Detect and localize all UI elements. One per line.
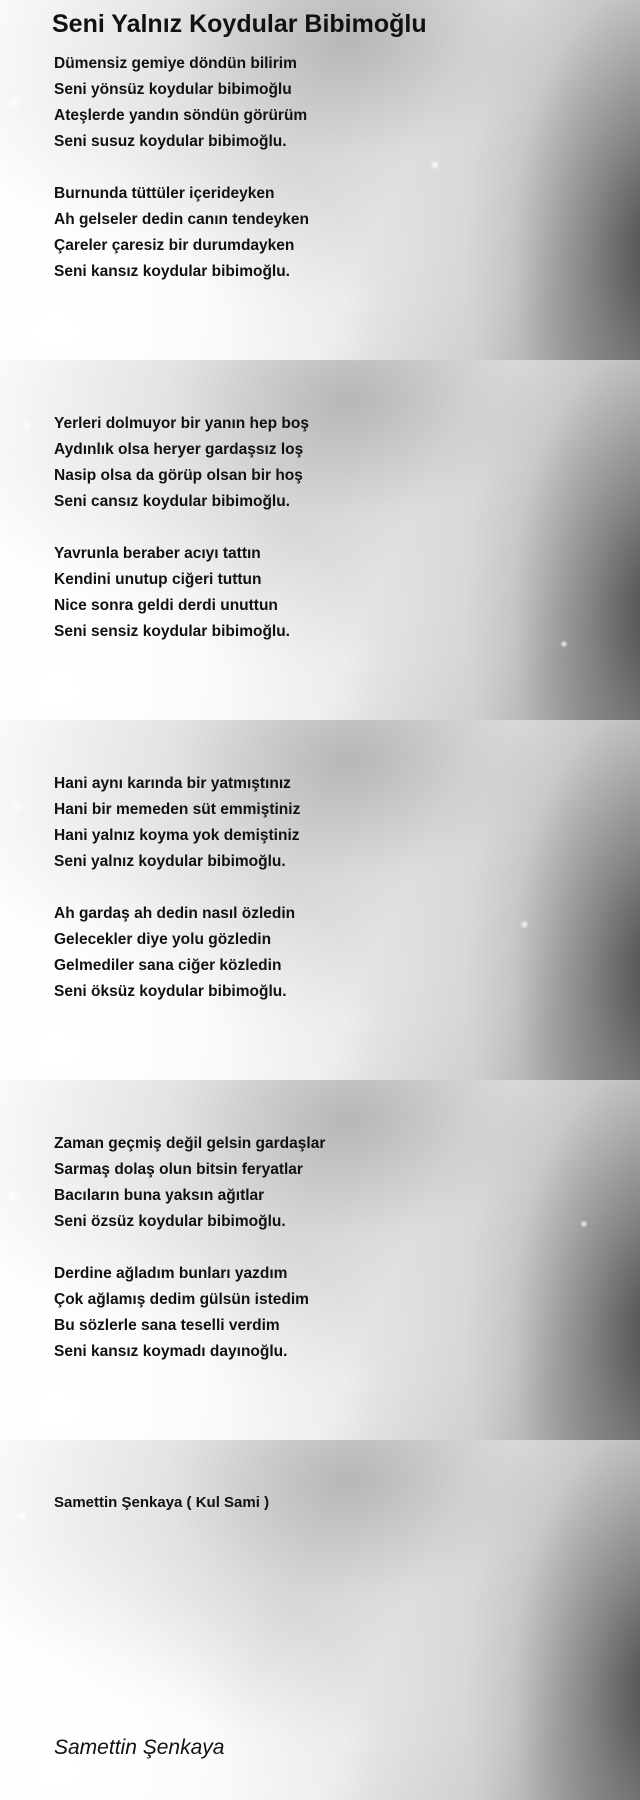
poem-line: Ateşlerde yandın söndün görürüm bbox=[54, 107, 308, 124]
poem-line: Seni kansız koymadı dayınoğlu. bbox=[54, 1343, 288, 1360]
stanza-5 bbox=[54, 771, 300, 875]
sparkle-decoration bbox=[8, 95, 22, 109]
poem-line: Gelecekler diye yolu gözledin bbox=[54, 931, 272, 948]
stanza-3 bbox=[54, 411, 309, 515]
poem-line: Nasip olsa da görüp olsan bir hoş bbox=[54, 467, 303, 484]
poem-line: Bacıların buna yaksın ağıtlar bbox=[54, 1187, 265, 1204]
sparkle-decoration bbox=[580, 1220, 588, 1228]
stanza-8 bbox=[54, 1261, 309, 1365]
poem-line: Kendini unutup ciğeri tuttun bbox=[54, 571, 262, 588]
poem-line: Dümensiz gemiye döndün bilirim bbox=[54, 55, 297, 72]
poem-line: Ah gelseler dedin canın tendeyken bbox=[54, 211, 309, 228]
poem-title: Seni Yalnız Koydular Bibimoğlu bbox=[52, 10, 427, 38]
poem-card-5 bbox=[0, 1440, 640, 1800]
poem-line: Seni yalnız koydular bibimoğlu. bbox=[54, 853, 286, 870]
poem-line: Sarmaş dolaş olun bitsin feryatlar bbox=[54, 1161, 303, 1178]
sparkle-decoration bbox=[20, 420, 32, 432]
stanza-6 bbox=[54, 901, 295, 1005]
poem-line: Derdine ağladım bunları yazdım bbox=[54, 1265, 288, 1282]
poem-line: Seni öksüz koydular bibimoğlu. bbox=[54, 983, 287, 1000]
author-credit: Samettin Şenkaya ( Kul Sami ) bbox=[54, 1494, 270, 1511]
sparkle-decoration bbox=[6, 1190, 19, 1203]
poem-line: Seni kansız koydular bibimoğlu. bbox=[54, 263, 290, 280]
poem-line: Hani aynı karında bir yatmıştınız bbox=[54, 775, 291, 792]
poem-card-3 bbox=[0, 720, 640, 1080]
sparkle-decoration bbox=[520, 920, 529, 929]
poem-card-2 bbox=[0, 360, 640, 720]
poem-line: Çareler çaresiz bir durumdayken bbox=[54, 237, 295, 254]
poem-line: Seni susuz koydular bibimoğlu. bbox=[54, 133, 287, 150]
poem-line: Seni sensiz koydular bibimoğlu. bbox=[54, 623, 290, 640]
sparkle-decoration bbox=[12, 800, 24, 812]
poem-line: Zaman geçmiş değil gelsin gardaşlar bbox=[54, 1135, 326, 1152]
author-signature: Samettin Şenkaya bbox=[54, 1736, 225, 1759]
poem-line: Yerleri dolmuyor bir yanın hep boş bbox=[54, 415, 309, 432]
poem-line: Ah gardaş ah dedin nasıl özledin bbox=[54, 905, 296, 922]
poem-line: Hani yalnız koyma yok demiştiniz bbox=[54, 827, 300, 844]
sparkle-decoration bbox=[430, 160, 440, 170]
poem-line: Seni özsüz koydular bibimoğlu. bbox=[54, 1213, 286, 1230]
poem-card-4 bbox=[0, 1080, 640, 1440]
poem-line: Nice sonra geldi derdi unuttun bbox=[54, 597, 278, 614]
poem-line: Seni yönsüz koydular bibimoğlu bbox=[54, 81, 292, 98]
poem-line: Hani bir memeden süt emmiştiniz bbox=[54, 801, 301, 818]
sparkle-decoration bbox=[560, 640, 568, 648]
poem-line: Seni cansız koydular bibimoğlu. bbox=[54, 493, 290, 510]
stanza-1 bbox=[54, 51, 307, 155]
stanza-7 bbox=[54, 1131, 325, 1235]
poem-line: Bu sözlerle sana teselli verdim bbox=[54, 1317, 280, 1334]
poem-line: Burnunda tüttüler içerideyken bbox=[54, 185, 275, 202]
poem-card-1 bbox=[0, 0, 640, 360]
poem-line: Aydınlık olsa heryer gardaşsız loş bbox=[54, 441, 304, 458]
stanza-4 bbox=[54, 541, 290, 645]
poem-line: Gelmediler sana ciğer közledin bbox=[54, 957, 282, 974]
poem-line: Yavrunla beraber acıyı tattın bbox=[54, 545, 261, 562]
poem-line: Çok ağlamış dedim gülsün istedim bbox=[54, 1291, 309, 1308]
stanza-2 bbox=[54, 181, 309, 285]
sparkle-decoration bbox=[16, 1510, 28, 1522]
